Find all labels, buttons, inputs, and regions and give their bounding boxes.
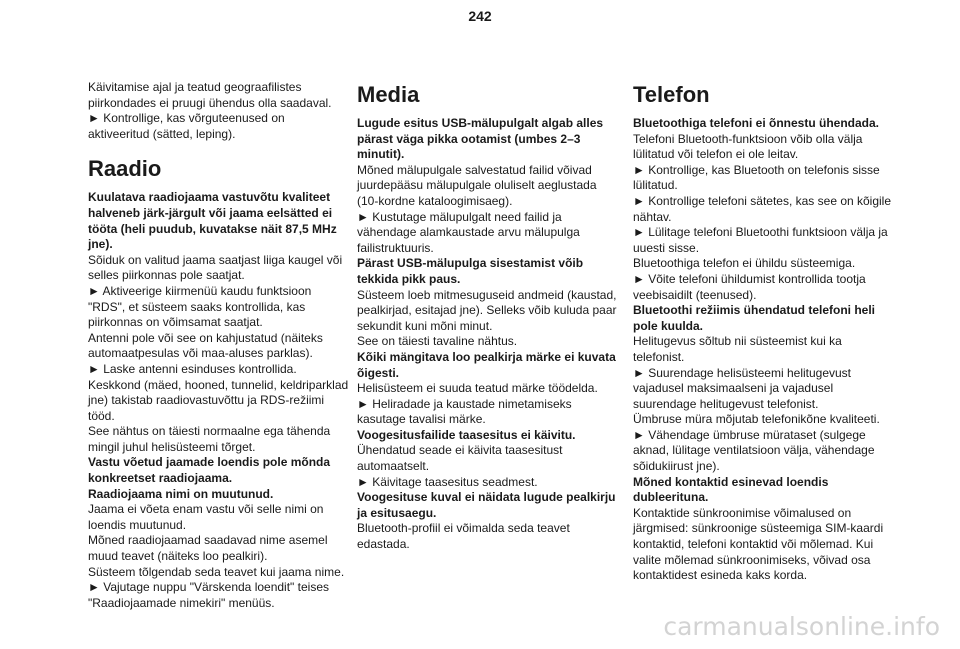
question-line: Voogesitusfailide taasesitus ei käivitu. xyxy=(357,427,576,442)
text-line: ► Heliradade ja kaustade nimetamiseks xyxy=(357,396,572,411)
question-line: Pärast USB-mälupulga sisestamist võib xyxy=(357,256,584,271)
text-line: ► Kontrollige telefoni sätetes, kas see on kõigile xyxy=(633,193,892,208)
text-line: ► Lülitage telefoni Bluetoothi funktsioon välja ja xyxy=(633,225,888,240)
question-line: konkreetset raadiojaama. xyxy=(88,471,233,486)
text-line: failistruktuuris. xyxy=(357,240,434,255)
question-line: jne). xyxy=(88,237,113,252)
text-line: järgmised: sünkroonige süsteemiga SIM-kaardi xyxy=(633,521,884,536)
text-line: ► Kontrollige, kas võrguteenused on xyxy=(88,111,285,126)
text-line: Jaama ei võeta enam vastu või selle nimi on xyxy=(88,502,324,517)
text-line: ► Aktiveerige kiirmenüü kaudu funktsioon xyxy=(88,283,312,298)
watermark: carmanualsonline.info xyxy=(663,612,940,641)
text-line: pealkirjad, esitajad jne). Selleks võib kuluda paar xyxy=(357,303,617,318)
text-line: veebisaidilt (teenused). xyxy=(633,287,757,302)
text-line: ► Käivitage taasesitus seadmest. xyxy=(357,474,538,489)
text-line: vajadusel maksimaalseni ja vajadusel xyxy=(633,381,834,396)
text-line: sekundit kuni mõni minut. xyxy=(357,318,493,333)
text-line: Telefoni Bluetooth-funktsioon võib olla välja xyxy=(633,131,863,146)
text-line: Mõned raadiojaamad saadavad nime asemel xyxy=(88,533,328,548)
text-line: Kontaktide sünkroonimise võimalused on xyxy=(633,505,852,520)
question-line: Voogesituse kuval ei näidata lugude pealkirju xyxy=(357,490,616,505)
text-line: lülitatud. xyxy=(633,178,678,193)
text-line: Helitugevus sõltub nii süsteemist kui ka xyxy=(633,334,842,349)
text-line: aktiveeritud (sätted, leping). xyxy=(88,126,236,141)
text-line: juurdepääsu mälupulgale oluliselt aeglustada xyxy=(357,178,597,193)
text-line: loendis muutunud. xyxy=(88,517,187,532)
text-line: nähtav. xyxy=(633,209,672,224)
text-line: Sõiduk on valitud jaama saatjast liiga kaugel või xyxy=(88,252,343,267)
text-line: ► Kustutage mälupulgalt need failid ja xyxy=(357,209,562,224)
question-line: pole kuulda. xyxy=(633,318,704,333)
question-line: tekkida pikk paus. xyxy=(357,271,461,286)
text-line: Süsteem loeb mitmesuguseid andmeid (kaustad, xyxy=(357,287,617,302)
text-line: ► Vähendage ümbruse mürataset (sulgege xyxy=(633,427,866,442)
text-line: See on täiesti tavaline nähtus. xyxy=(357,334,518,349)
section-heading: Raadio xyxy=(88,156,162,182)
text-line: tööd. xyxy=(88,408,115,423)
text-line: ► Suurendage helisüsteemi helitugevust xyxy=(633,365,852,380)
text-line: Mõned mälupulgale salvestatud failid võivad xyxy=(357,162,592,177)
text-line: ► Kontrollige, kas Bluetooth on telefonis sisse xyxy=(633,162,880,177)
text-line: "Raadiojaamade nimekiri" menüüs. xyxy=(88,595,275,610)
text-line: See nähtus on täiesti normaalne ega tähenda xyxy=(88,424,331,439)
text-line: Helisüsteem ei suuda teatud märke töödelda. xyxy=(357,381,598,396)
question-line: tööta (heli puudub, kuvatakse näit 87,5 MHz xyxy=(88,221,337,236)
text-line: aknad, lülitage ventilatsioon välja, vähendage xyxy=(633,443,875,458)
column-telefon xyxy=(633,80,913,584)
question-line: Mõned kontaktid esinevad loendis xyxy=(633,474,829,489)
text-line: ► Võite telefoni ühildumist kontrollida tootja xyxy=(633,271,866,286)
question-line: ja esitusaegu. xyxy=(357,505,437,520)
text-line: kontaktid, telefoni kontaktid või mõlemad. Kui xyxy=(633,537,874,552)
text-line: Ümbruse müra mõjutab telefonikõne kvaliteeti. xyxy=(633,412,880,427)
text-line: telefonist. xyxy=(633,349,685,364)
section-heading: Telefon xyxy=(633,82,710,107)
text-line: muud teavet (näiteks loo pealkiri). xyxy=(88,549,268,564)
text-line: selles piirkonnas pole saatjat. xyxy=(88,268,245,283)
text-line: vähendage alamkaustade arvu mälupulga xyxy=(357,225,580,240)
text-line: "RDS", et süsteem saaks kontrollida, kas xyxy=(88,299,306,314)
column-media xyxy=(357,80,637,553)
page-number: 242 xyxy=(468,8,492,24)
question-line: Kuulatava raadiojaama vastuvõtu kvaliteet xyxy=(88,190,331,205)
text-line: Süsteem tõlgendab seda teavet kui jaama nime. xyxy=(88,564,345,579)
question-line: halveneb järk-järgult või jaama eelsätted ei xyxy=(88,205,333,220)
text-line: automaatpesulas või maa-aluses parklas). xyxy=(88,346,313,361)
text-line: Antenni pole või see on kahjustatud (näiteks xyxy=(88,330,323,345)
text-line: valite mõlemad sünkroonimiseks, võivad osa xyxy=(633,552,871,567)
text-line: (10-kordne kataloogimisaeg). xyxy=(357,193,513,208)
text-line: automaatselt. xyxy=(357,459,430,474)
text-line: piirkondades ei pruugi ühendus olla saadaval. xyxy=(88,95,332,110)
question-line: õigesti. xyxy=(357,365,400,380)
text-line: ► Vajutage nuppu "Värskenda loendit" teises xyxy=(88,580,329,595)
question-line: pärast väga pikka ootamist (umbes 2–3 xyxy=(357,131,581,146)
section-heading: Media xyxy=(357,82,420,107)
text-line: lülitatud või telefon ei ole leitav. xyxy=(633,147,799,162)
question-line: Kõiki mängitava loo pealkirja märke ei kuvata xyxy=(357,349,616,364)
question-line: minutit). xyxy=(357,147,405,162)
question-line: Vastu võetud jaamade loendis pole mõnda xyxy=(88,455,331,470)
text-line: Bluetoothiga telefon ei ühildu süsteemiga. xyxy=(633,256,856,271)
text-line: suurendage helitugevust telefonist. xyxy=(633,396,819,411)
question-line: Lugude esitus USB-mälupulgalt algab alles xyxy=(357,116,604,130)
text-line: edastada. xyxy=(357,537,410,552)
text-line: kontaktidest esineda kaks korda. xyxy=(633,568,808,583)
text-line: kasutage tavalisi märke. xyxy=(357,412,486,427)
question-line: dubleerituna. xyxy=(633,490,709,505)
column-radio xyxy=(88,80,368,611)
text-line: uuesti sisse. xyxy=(633,240,700,255)
text-line: Keskkond (mäed, hooned, tunnelid, keldriparklad xyxy=(88,377,349,392)
text-line: mingil juhul helisüsteemi tõrget. xyxy=(88,439,256,454)
question-line: Raadiojaama nimi on muutunud. xyxy=(88,486,274,501)
text-line: piirkonnas on võimsamat saatjat. xyxy=(88,315,263,330)
question-line: Bluetoothi režiimis ühendatud telefoni heli xyxy=(633,303,876,318)
text-line: Bluetooth-profiil ei võimalda seda teavet xyxy=(357,521,570,536)
text-line: jne) takistab raadiovastuvõttu ja RDS-režiimi xyxy=(88,393,325,408)
text-line: sõidukiirust jne). xyxy=(633,459,720,474)
text-line: Ühendatud seade ei käivita taasesitust xyxy=(357,443,563,458)
text-line: Käivitamise ajal ja teatud geograafilistes xyxy=(88,80,302,94)
question-line: Bluetoothiga telefoni ei õnnestu ühendada. xyxy=(633,116,880,130)
text-line: ► Laske antenni esinduses kontrollida. xyxy=(88,361,297,376)
